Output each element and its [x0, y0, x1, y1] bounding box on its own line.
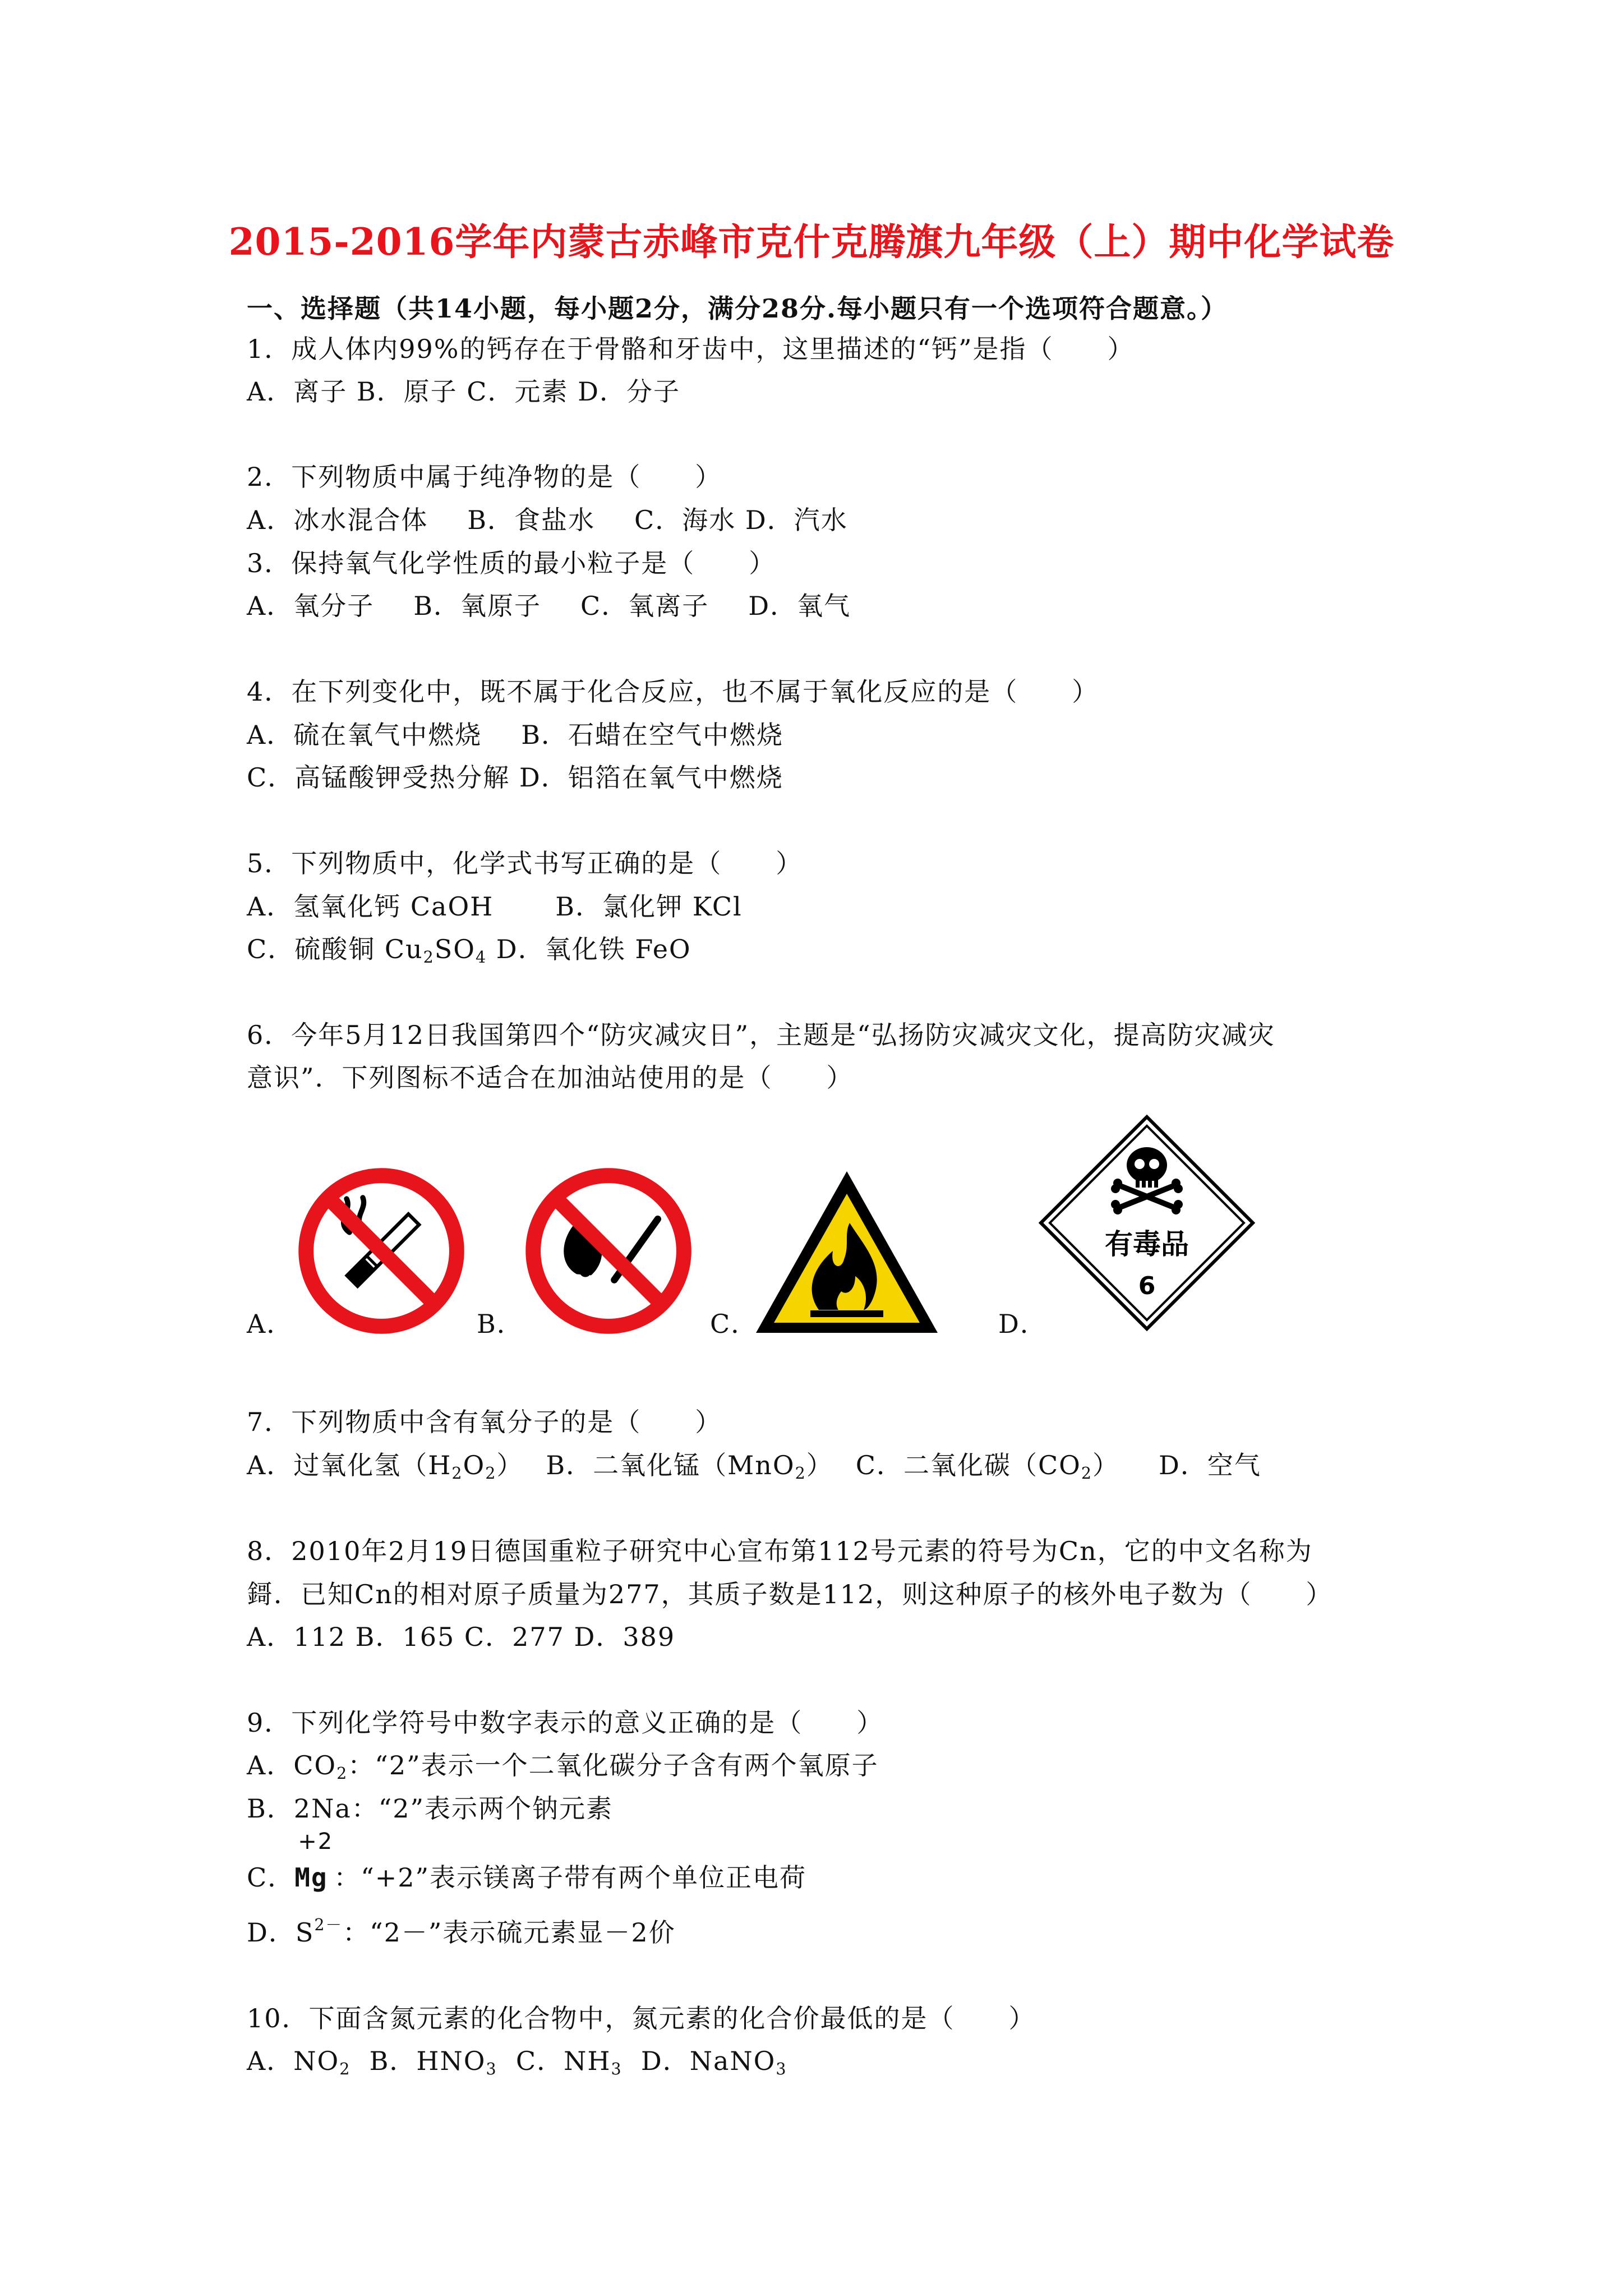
flammable-warning-icon — [751, 1167, 942, 1338]
question-10-stem: 10．下面含氮元素的化合物中，氮元素的化合价最低的是（ ） — [247, 2003, 1036, 2033]
option-a: A．$NO_2$ — [247, 2046, 351, 2078]
option-c: C．氧离子 — [580, 591, 709, 621]
option-b-label: B． — [477, 1309, 524, 1339]
option-c-label: C． — [710, 1309, 758, 1339]
toxic-label: 有毒品 — [1105, 1228, 1189, 1260]
option-d: D．NaNO$_3$ — [640, 2046, 787, 2078]
option-b: B．二氧化锰（MnO$_2$） — [546, 1450, 833, 1483]
toxic-class-number: 6 — [1138, 1272, 1156, 1300]
question-3-stem: 3．保持氧气化学性质的最小粒子是（ ） — [247, 548, 776, 578]
question-7-stem: 7．下列物质中含有氧分子的是（ ） — [247, 1407, 722, 1437]
option-b: B．$HNO_3$ — [369, 2046, 497, 2078]
option-c: C．硫酸铜 $Cu_2SO_4$ — [247, 934, 487, 967]
option-d: D．氧化铁 FeO — [487, 934, 691, 964]
option-c: C．海水 — [634, 505, 736, 535]
question-4-options-ab — [247, 718, 783, 752]
option-a: A．氧分子 — [247, 591, 375, 621]
option-d: D．空气 — [1159, 1450, 1261, 1480]
option-d: D．汽水 — [745, 505, 848, 535]
question-8-stem-line2: 鎶．已知Cn的相对原子质量为277，其质子数是112，则这种原子的核外电子数为（ ） — [247, 1579, 1333, 1609]
option-c: C．二氧化碳$(CO_2)$ — [855, 1450, 1120, 1483]
option-a: A．过氧化氢$(H_2O_2)$ — [247, 1450, 524, 1483]
question-9-stem: 9．下列化学符号中数字表示的意义正确的是（ ） — [247, 1708, 884, 1738]
question-5-options-cd — [247, 932, 691, 966]
question-1-options: A．离子 B．原子 C．元素 D．分子 — [247, 376, 680, 407]
option-a: A．冰水混合体 — [247, 505, 428, 535]
question-4-stem: 4．在下列变化中，既不属于化合反应，也不属于氧化反应的是（ ） — [247, 677, 1099, 707]
question-2-stem: 2．下列物质中属于纯净物的是（ ） — [247, 462, 722, 492]
question-3-options — [247, 589, 851, 623]
option-b: B．食盐水 — [467, 505, 596, 535]
option-a: A．硫在氧气中燃烧 — [247, 720, 482, 750]
option-a-label: A． — [247, 1309, 294, 1339]
question-9-option-c: C． +2 Mg ：“+2”表示镁离子带有两个单位正电荷 — [247, 1861, 806, 1894]
question-9-option-b: B．2Na：“2”表示两个钠元素 — [247, 1793, 614, 1824]
option-c: C．$NH_3$ — [515, 2046, 623, 2078]
question-9-option-a: A．$CO_2$：“2”表示一个二氧化碳分子含有两个氧原子 — [247, 1750, 879, 1783]
valence-symbol: +2 Mg — [294, 1829, 334, 1893]
option-d-label: D． — [998, 1309, 1047, 1339]
question-7-options — [247, 1448, 1261, 1482]
question-5-options-ab — [247, 890, 743, 923]
option-b: B．氧原子 — [413, 591, 542, 621]
question-4-options-cd: C．高锰酸钾受热分解 D．铝箔在氧气中燃烧 — [247, 762, 783, 793]
no-open-flame-icon — [522, 1164, 695, 1338]
question-10-options — [247, 2044, 787, 2078]
question-8-options: A．112 B．165 C．277 D．389 — [247, 1622, 676, 1652]
option-a: A．氢氧化钙 CaOH — [247, 891, 494, 922]
question-9-option-d: D．$S^{2-}$：“2－”表示硫元素显－2价 — [247, 1916, 676, 1948]
section-heading: 一、选择题（共14小题，每小题2分，满分28分.每小题只有一个选项符合题意。） — [247, 293, 1228, 324]
page-title: 2015-2016学年内蒙古赤峰市克什克腾旗九年级（上）期中化学试卷 — [228, 220, 1395, 264]
question-2-options — [247, 503, 848, 537]
option-b: B．石蜡在空气中燃烧 — [521, 720, 784, 750]
no-smoking-icon — [294, 1164, 468, 1338]
question-6-stem-line2: 意识”．下列图标不适合在加油站使用的是（ ） — [247, 1062, 854, 1093]
toxic-hazard-icon — [1038, 1114, 1256, 1332]
option-d: D．氧气 — [748, 591, 851, 621]
question-1-stem: 1．成人体内99%的钙存在于骨骼和牙齿中，这里描述的“钙”是指（ ） — [247, 334, 1135, 364]
question-8-stem-line1: 8．2010年2月19日德国重粒子研究中心宣布第112号元素的符号为Cn，它的中文名称为 — [247, 1536, 1313, 1566]
question-6-stem-line1: 6．今年5月12日我国第四个“防灾减灾日”，主题是“弘扬防灾减灾文化，提高防灾减灾 — [247, 1020, 1275, 1050]
option-b: B．氯化钾 KCl — [555, 891, 743, 922]
question-5-stem: 5．下列物质中，化学式书写正确的是（ ） — [247, 848, 803, 878]
